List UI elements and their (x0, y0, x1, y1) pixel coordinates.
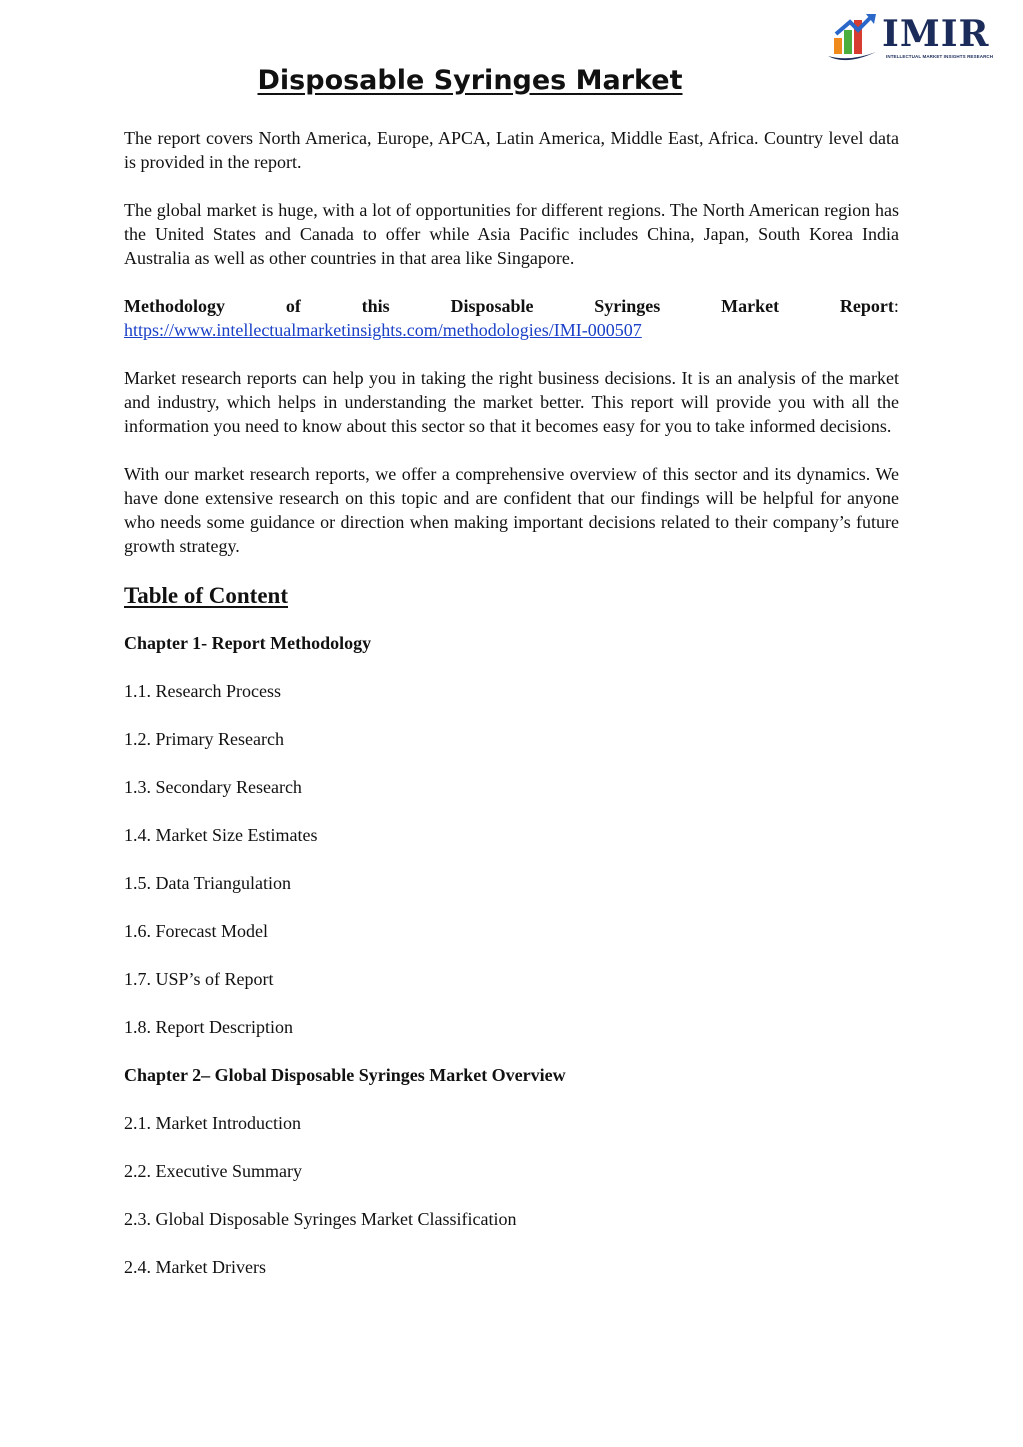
report-body (124, 126, 899, 1303)
toc-item: 2.3. Global Disposable Syringes Market Classification (124, 1209, 517, 1229)
methodology-label (124, 294, 899, 318)
logo-wordmark: IMIR (882, 13, 990, 55)
toc-item: 1.4. Market Size Estimates (124, 825, 318, 845)
logo-tagline: INTELLECTUAL MARKET INSIGHTS RESEARCH (886, 54, 994, 59)
toc-heading: Table of Content (124, 583, 288, 608)
toc-item: 1.2. Primary Research (124, 729, 284, 749)
methodology-word: Syringes (594, 296, 661, 316)
chapter-1-list (124, 679, 899, 1039)
paragraph-overview: With our market research reports, we offer a comprehensive overview of this sector and its dynamics. We have done extensive research on this topic and are confident that our findings will be helpful for anyone who needs some guidance or direction when making important decisions related to their company’s future growth strategy. (124, 464, 899, 556)
methodology-word: Disposable (450, 296, 534, 316)
paragraph-market-research: Market research reports can help you in taking the right business decisions. It is an analysis of the market and industry, which helps in understanding the market better. This report will provide you with all the information you need to know about this sector so that it becomes easy for you to take informed decisions. (124, 368, 899, 436)
methodology-link[interactable]: https://www.intellectualmarketinsights.com/methodologies/IMI-000507 (124, 320, 642, 340)
methodology-word: Methodology (124, 296, 225, 316)
methodology-word: of (285, 296, 301, 316)
toc-item: 1.8. Report Description (124, 1017, 293, 1037)
chapter-2-list (124, 1111, 899, 1279)
chapter-1-heading: Chapter 1- Report Methodology (124, 633, 372, 653)
logo-chart-icon (826, 12, 886, 64)
methodology-word-last: Report: (839, 296, 899, 316)
toc-item: 2.1. Market Introduction (124, 1113, 301, 1133)
toc-item: 1.6. Forecast Model (124, 921, 268, 941)
paragraph-global-market: The global market is huge, with a lot of opportunities for different regions. The North American region has the United States and Canada to offer while Asia Pacific includes China, Japan, South Korea India Australia as well as other countries in that area like Singapore. (124, 200, 899, 268)
methodology-word: this (361, 296, 390, 316)
paragraph-regions: The report covers North America, Europe, APCA, Latin America, Middle East, Africa. Country level data is provided in the report. (124, 128, 899, 172)
toc-item: 2.2. Executive Summary (124, 1161, 302, 1181)
methodology-word: Market (721, 296, 780, 316)
toc-item: 1.1. Research Process (124, 681, 281, 701)
imir-logo (826, 12, 1002, 64)
toc-item: 1.7. USP’s of Report (124, 969, 274, 989)
toc-item: 1.5. Data Triangulation (124, 873, 291, 893)
chapter-2-heading: Chapter 2– Global Disposable Syringes Market Overview (124, 1065, 566, 1085)
toc-item: 1.3. Secondary Research (124, 777, 302, 797)
toc-item: 2.4. Market Drivers (124, 1257, 266, 1277)
page-title: Disposable Syringes Market (257, 65, 683, 96)
